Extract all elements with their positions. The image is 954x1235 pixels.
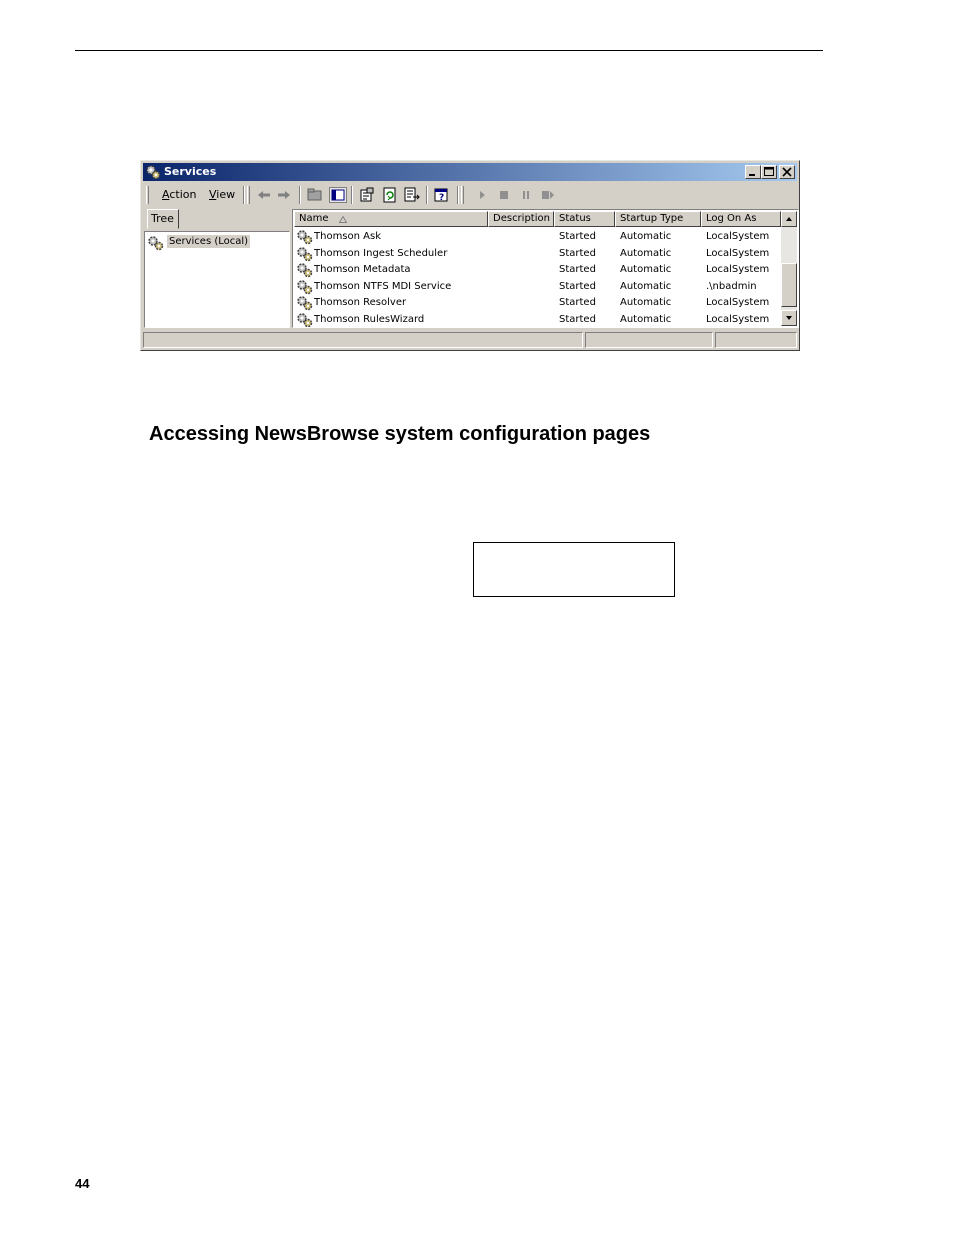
refresh-icon[interactable] xyxy=(381,187,399,203)
service-startup-type: Automatic xyxy=(620,297,672,308)
section-heading: Accessing NewsBrowse system configuration pages xyxy=(149,423,651,445)
table-row[interactable] xyxy=(294,312,780,328)
status-panel xyxy=(143,332,583,348)
service-name: Thomson RulesWizard xyxy=(314,313,425,325)
toolbar-separator xyxy=(243,186,245,204)
services-gear-icon xyxy=(145,164,161,180)
toolbar-grip[interactable] xyxy=(146,186,149,204)
service-gear-icon xyxy=(296,279,314,295)
top-rule xyxy=(75,50,823,51)
table-row[interactable] xyxy=(294,262,780,278)
service-status: Started xyxy=(559,280,596,292)
tab-tree[interactable]: Tree xyxy=(147,209,179,229)
service-gear-icon xyxy=(296,295,314,311)
services-window xyxy=(140,160,800,351)
scroll-up-arrow-icon xyxy=(785,216,793,222)
service-startup-type: Automatic xyxy=(620,231,672,242)
tree-item-label: Services (Local) xyxy=(169,236,249,247)
close-button[interactable] xyxy=(779,165,795,179)
page-number: 44 xyxy=(75,1176,90,1191)
status-panel xyxy=(585,332,713,348)
toolbar-grip[interactable] xyxy=(247,186,250,204)
toolbar-separator xyxy=(426,186,428,204)
minimize-button[interactable] xyxy=(745,165,761,179)
service-status: Started xyxy=(559,264,596,275)
title-bar[interactable] xyxy=(143,163,797,181)
service-status: Started xyxy=(559,313,596,325)
service-startup-type: Automatic xyxy=(620,280,672,292)
service-log-on-as: LocalSystem xyxy=(706,297,770,308)
maximize-button[interactable] xyxy=(761,165,777,179)
svg-text:?: ? xyxy=(439,193,445,203)
sort-ascending-icon xyxy=(339,216,347,223)
table-row[interactable] xyxy=(294,295,780,311)
table-row[interactable] xyxy=(294,279,780,295)
service-name: Thomson NTFS MDI Service xyxy=(314,280,452,292)
action-menu-label: ction xyxy=(169,188,197,201)
view-menu-label: iew xyxy=(216,188,236,201)
service-log-on-as: LocalSystem xyxy=(706,264,770,275)
start-service-icon[interactable] xyxy=(473,187,491,203)
table-row[interactable] xyxy=(294,229,780,245)
show-hide-tree-icon[interactable] xyxy=(329,187,347,203)
service-status: Started xyxy=(559,247,596,259)
help-icon[interactable] xyxy=(433,187,451,203)
column-header-startup-type[interactable]: Startup Type xyxy=(615,211,701,227)
column-header-name[interactable] xyxy=(294,211,488,227)
column-header-description[interactable]: Description xyxy=(488,211,554,227)
status-panel xyxy=(715,332,797,348)
toolbar-separator xyxy=(299,186,301,204)
empty-box xyxy=(473,542,675,597)
service-log-on-as: LocalSystem xyxy=(706,313,770,325)
action-menu[interactable] xyxy=(162,188,196,201)
service-log-on-as: LocalSystem xyxy=(706,231,770,242)
column-header-status[interactable]: Status xyxy=(554,211,615,227)
toolbar-separator xyxy=(351,186,353,204)
service-status: Started xyxy=(559,231,596,242)
window-title: Services xyxy=(164,165,217,178)
service-gear-icon xyxy=(296,246,314,262)
action-menu-key: A xyxy=(162,188,170,201)
service-gear-icon xyxy=(296,262,314,278)
toolbar-separator xyxy=(457,186,459,204)
export-list-icon[interactable] xyxy=(403,187,421,203)
properties-icon[interactable] xyxy=(358,187,376,203)
service-gear-icon xyxy=(296,312,314,328)
stop-service-icon[interactable] xyxy=(495,187,513,203)
column-header-log-on-as[interactable]: Log On As xyxy=(701,211,781,227)
service-gear-icon xyxy=(296,229,314,245)
service-name: Thomson Resolver xyxy=(314,297,407,308)
service-status: Started xyxy=(559,297,596,308)
scroll-up-button[interactable] xyxy=(781,211,797,227)
view-menu-key: V xyxy=(209,188,217,201)
service-startup-type: Automatic xyxy=(620,264,672,275)
scroll-down-button[interactable] xyxy=(781,310,797,326)
toolbar xyxy=(143,183,797,207)
services-gear-icon xyxy=(147,235,165,251)
service-name: Thomson Ask xyxy=(314,231,381,242)
table-row[interactable] xyxy=(294,246,780,262)
vertical-scrollbar[interactable] xyxy=(781,211,797,326)
service-name: Thomson Metadata xyxy=(314,264,411,275)
forward-arrow-icon[interactable] xyxy=(275,187,293,203)
back-arrow-icon[interactable] xyxy=(255,187,273,203)
service-startup-type: Automatic xyxy=(620,313,672,325)
service-log-on-as: .\nbadmin xyxy=(706,280,757,292)
pause-service-icon[interactable] xyxy=(517,187,535,203)
service-startup-type: Automatic xyxy=(620,247,672,259)
restart-service-icon[interactable] xyxy=(539,187,557,203)
tree-pane xyxy=(144,231,290,328)
scroll-down-arrow-icon xyxy=(785,315,793,321)
up-folder-icon[interactable] xyxy=(306,187,324,203)
scroll-thumb[interactable] xyxy=(781,263,797,307)
view-menu[interactable] xyxy=(209,188,235,201)
status-bar xyxy=(143,331,797,349)
toolbar-grip[interactable] xyxy=(461,186,464,204)
services-list xyxy=(292,209,799,328)
column-header-label: Name xyxy=(299,213,329,224)
service-name: Thomson Ingest Scheduler xyxy=(314,247,448,259)
service-log-on-as: LocalSystem xyxy=(706,247,770,259)
